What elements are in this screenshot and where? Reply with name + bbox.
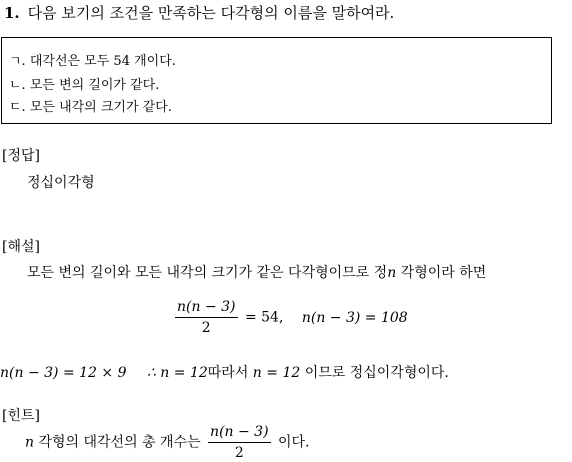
- line3-thus: 따라서: [207, 365, 253, 381]
- hint-fraction: [208, 424, 271, 461]
- explanation-line-1: [27, 262, 486, 282]
- explanation-line-3: [0, 362, 449, 382]
- hint-fraction-numerator: n(n − 3): [208, 424, 271, 443]
- question-text: 다음 보기의 조건을 만족하는 다각형의 이름을 말하여라.: [27, 4, 395, 22]
- explanation-text-a: 모든 변의 길이와 모든 내각의 크기가 같은 다각형이므로 정: [27, 265, 388, 281]
- hint-heading: [힌트]: [2, 408, 40, 424]
- question-number: 1.: [4, 4, 20, 22]
- hint-var-n: n: [25, 434, 35, 451]
- condition-3: ㄷ. 모든 내각의 크기가 같다.: [9, 100, 172, 115]
- answer-heading: [정답]: [2, 148, 40, 164]
- condition-2: ㄴ. 모든 변의 길이가 같다.: [9, 78, 160, 93]
- hint-text-b: 이다.: [273, 434, 310, 451]
- equation-rest-2: n(n − 3) = 108: [301, 309, 408, 326]
- line3-product: n(n − 3) = 12 × 9: [0, 365, 127, 381]
- equation-fraction: [175, 299, 238, 336]
- line3-conclusion: 이므로 정십이각형이다.: [300, 365, 449, 381]
- condition-1: ㄱ. 대각선은 모두 54 개이다.: [9, 54, 176, 69]
- explanation-var-n: n: [387, 265, 397, 281]
- answer-text: 정십이각형: [27, 175, 95, 191]
- equation-fraction-denominator: 2: [201, 320, 211, 336]
- hint-fraction-denominator: 2: [234, 445, 244, 461]
- hint-line: [25, 424, 310, 461]
- line3-therefore: ∴ n = 12: [146, 365, 208, 381]
- explanation-equation: [172, 299, 408, 336]
- equation-fraction-numerator: n(n − 3): [175, 299, 238, 318]
- line3-n-value: n = 12: [252, 365, 301, 381]
- conditions-box: [1, 37, 552, 124]
- explanation-text-b: 각형이라 하면: [396, 265, 487, 281]
- explanation-heading: [해설]: [2, 239, 40, 255]
- hint-text-a: 각형의 대각선의 총 개수는: [34, 434, 206, 451]
- question-line: [4, 2, 394, 23]
- equation-rest: = 54,: [244, 309, 284, 326]
